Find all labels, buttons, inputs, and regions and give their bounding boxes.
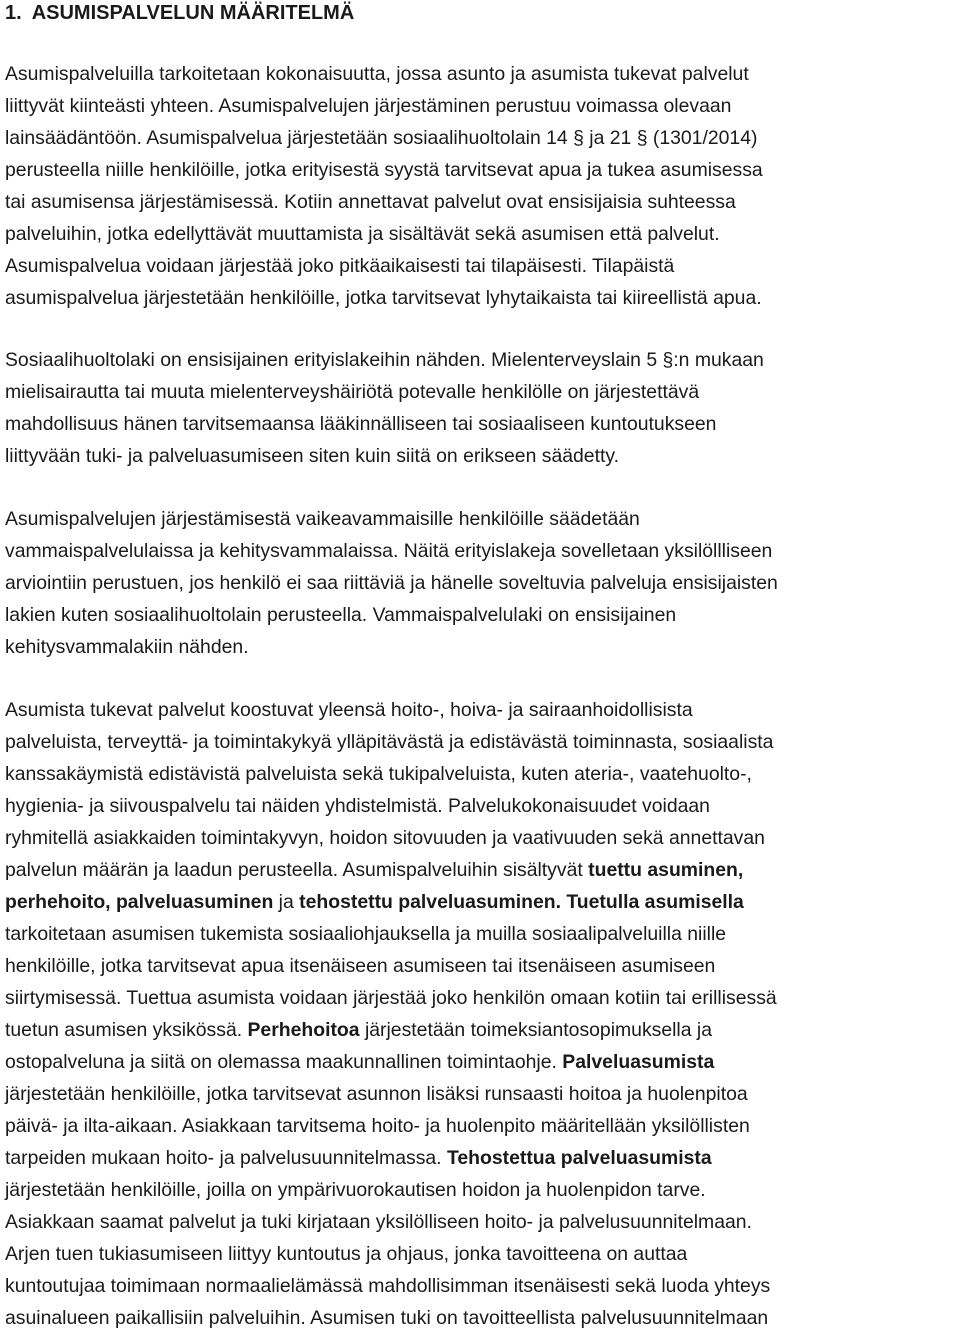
text-line [5, 822, 957, 854]
text-run: siirtymisessä. Tuettua asumista voidaan järjestää joko henkilön omaan kotiin tai erillisessä [5, 987, 777, 1009]
text-run: tuetun asumisen yksikössä. [5, 1019, 248, 1041]
text-run: ostopalveluna ja siitä on olemassa maakunnallinen toimintaohje. [5, 1051, 563, 1073]
text-line [5, 758, 957, 790]
text-line [5, 344, 957, 376]
text-run: Sosiaalihuoltolaki on ensisijainen erityislakeihin nähden. Mielenterveyslain 5 §:n mukaan [5, 349, 764, 371]
text-run: mielisairautta tai muuta mielenterveyshäiriötä potevalle henkilölle on järjestettävä [5, 381, 700, 403]
section-number: 1. [5, 2, 22, 24]
text-run: Asumispalveluilla tarkoitetaan kokonaisuutta, jossa asunto ja asumista tukevat palvelut [5, 63, 749, 85]
paragraph-disability-services [5, 503, 957, 663]
text-run: kanssakäymistä edistävistä palveluista sekä tukipalveluista, kuten ateria-, vaatehuolto-, [5, 763, 752, 785]
text-run: mahdollisuus hänen tarvitsemaansa lääkinnälliseen tai sosiaaliseen kuntoutukseen [5, 413, 717, 435]
text-run: lainsäädäntöön. Asumispalvelua järjestetään sosiaalihuoltolain 14 § ja 21 § (1301/2014) [5, 127, 758, 149]
text-line [5, 218, 957, 250]
paragraph-social-welfare-act [5, 344, 957, 472]
text-run: Arjen tuen tukiasumiseen liittyy kuntoutus ja ohjaus, jonka tavoitteena on auttaa [5, 1243, 688, 1265]
text-run: lakien kuten sosiaalihuoltolain perusteella. Vammaispalvelulaki on ensisijainen [5, 604, 677, 626]
text-line [5, 535, 957, 567]
text-run: Asiakkaan saamat palvelut ja tuki kirjataan yksilölliseen hoito- ja palvelusuunnitelmaan. [5, 1211, 752, 1233]
text-line [5, 631, 957, 663]
text-line [5, 90, 957, 122]
text-line [5, 440, 957, 472]
text-run: ryhmitellä asiakkaiden toimintakyvyn, hoidon sitovuuden ja vaativuuden sekä annettavan [5, 827, 765, 849]
text-run: järjestetään toimeksiantosopimuksella ja [359, 1019, 713, 1041]
bold-term: Perhehoitoa [247, 1019, 360, 1041]
text-line [5, 726, 957, 758]
text-line [5, 122, 957, 154]
text-line [5, 982, 957, 1014]
text-line [5, 503, 957, 535]
text-run: tai asumisensa järjestämisessä. Kotiin annettavat palvelut ovat ensisijaisia suhteessa [5, 191, 736, 213]
text-run: järjestetään henkilöille, jotka tarvitsevat asunnon lisäksi runsaasti hoitoa ja huolenpitoa [5, 1083, 748, 1105]
text-run: tarkoitetaan asumisen tukemista sosiaaliohjauksella ja muilla sosiaalipalveluilla niille [5, 923, 727, 945]
text-run: tarpeiden mukaan hoito- ja palvelusuunnitelmassa. [5, 1147, 447, 1169]
text-run: palvelun määrän ja laadun perusteella. Asumispalveluihin sisältyvät [5, 859, 589, 881]
text-run: asuinalueen paikallisiin palveluihin. Asumisen tuki on tavoitteellista palvelusuunnitelmaan [5, 1307, 769, 1329]
text-line [5, 1078, 957, 1110]
text-line [5, 1174, 957, 1206]
bold-term: tuettu asuminen, [588, 859, 744, 881]
text-run: vammaispalvelulaissa ja kehitysvammalaissa. Näitä erityislakeja sovelletaan yksilöllliseen [5, 540, 773, 562]
text-line [5, 154, 957, 186]
text-line [5, 854, 957, 886]
text-line [5, 1046, 957, 1078]
text-line [5, 1110, 957, 1142]
text-run: hygienia- ja siivouspalvelu tai näiden yhdistelmistä. Palvelukokonaisuudet voidaan [5, 795, 710, 817]
text-line [5, 567, 957, 599]
text-run: kuntoutujaa toimimaan normaalielämässä mahdollisimman itsenäisesti sekä luoda yhteys [5, 1275, 771, 1297]
text-run: päivä- ja ilta-aikaan. Asiakkaan tarvitsema hoito- ja huolenpito määritellään yksilöllisten [5, 1115, 750, 1137]
text-run: järjestetään henkilöille, joilla on ympärivuorokautisen hoidon ja huolenpidon tarve. [5, 1179, 706, 1201]
text-line [5, 599, 957, 631]
text-line [5, 1302, 957, 1334]
text-run: Asumispalvelujen järjestämisestä vaikeavammaisille henkilöille säädetään [5, 508, 640, 530]
text-line [5, 1270, 957, 1302]
section-title: ASUMISPALVELUN MÄÄRITELMÄ [31, 2, 355, 24]
text-run: Asumista tukevat palvelut koostuvat yleensä hoito-, hoiva- ja sairaanhoidollisista [5, 699, 693, 721]
text-run: liittyvään tuki- ja palveluasumiseen siten kuin siitä on erikseen säädetty. [5, 445, 619, 467]
document-page [5, 0, 957, 1334]
text-line [5, 1238, 957, 1270]
bold-term: Palveluasumista [562, 1051, 715, 1073]
text-run: ja [273, 891, 300, 913]
bold-term: tehostettu palveluasuminen. Tuetulla asumisella [299, 891, 744, 913]
text-run: kehitysvammalakiin nähden. [5, 636, 249, 658]
section-heading [5, 0, 957, 27]
text-line [5, 58, 957, 90]
text-line [5, 408, 957, 440]
text-run: perusteella niille henkilöille, jotka erityisestä syystä tarvitsevat apua ja tukea asumisessa [5, 159, 763, 181]
paragraph-definition [5, 58, 957, 314]
text-run: arviointiin perustuen, jos henkilö ei saa riittäviä ja hänelle soveltuvia palveluja ensisijaisten [5, 572, 778, 594]
text-line [5, 282, 957, 314]
paragraph-supporting-services [5, 694, 957, 1334]
text-line [5, 1142, 957, 1174]
bold-term: Tehostettua palveluasumista [446, 1147, 712, 1169]
text-run: palveluihin, jotka edellyttävät muuttamista ja sisältävät sekä asumisen että palvelut. [5, 223, 720, 245]
text-line [5, 1206, 957, 1238]
text-line [5, 250, 957, 282]
text-line [5, 950, 957, 982]
text-line [5, 186, 957, 218]
text-run: palveluista, terveyttä- ja toimintakykyä ylläpitävästä ja edistävästä toiminnasta, sosiaalista [5, 731, 774, 753]
text-run: Asumispalvelua voidaan järjestää joko pitkäaikaisesti tai tilapäisesti. Tilapäistä [5, 255, 675, 277]
text-line [5, 918, 957, 950]
text-line [5, 694, 957, 726]
bold-term: perhehoito, palveluasuminen [5, 891, 274, 913]
text-line [5, 790, 957, 822]
text-line [5, 1014, 957, 1046]
text-line [5, 376, 957, 408]
text-run: liittyvät kiinteästi yhteen. Asumispalvelujen järjestäminen perustuu voimassa olevaan [5, 95, 732, 117]
text-run: henkilöille, jotka tarvitsevat apua itsenäiseen asumiseen tai itsenäiseen asumiseen [5, 955, 716, 977]
text-run: asumispalvelua järjestetään henkilöille, jotka tarvitsevat lyhytaikaista tai kiireellistä apua. [5, 287, 762, 309]
text-line [5, 886, 957, 918]
